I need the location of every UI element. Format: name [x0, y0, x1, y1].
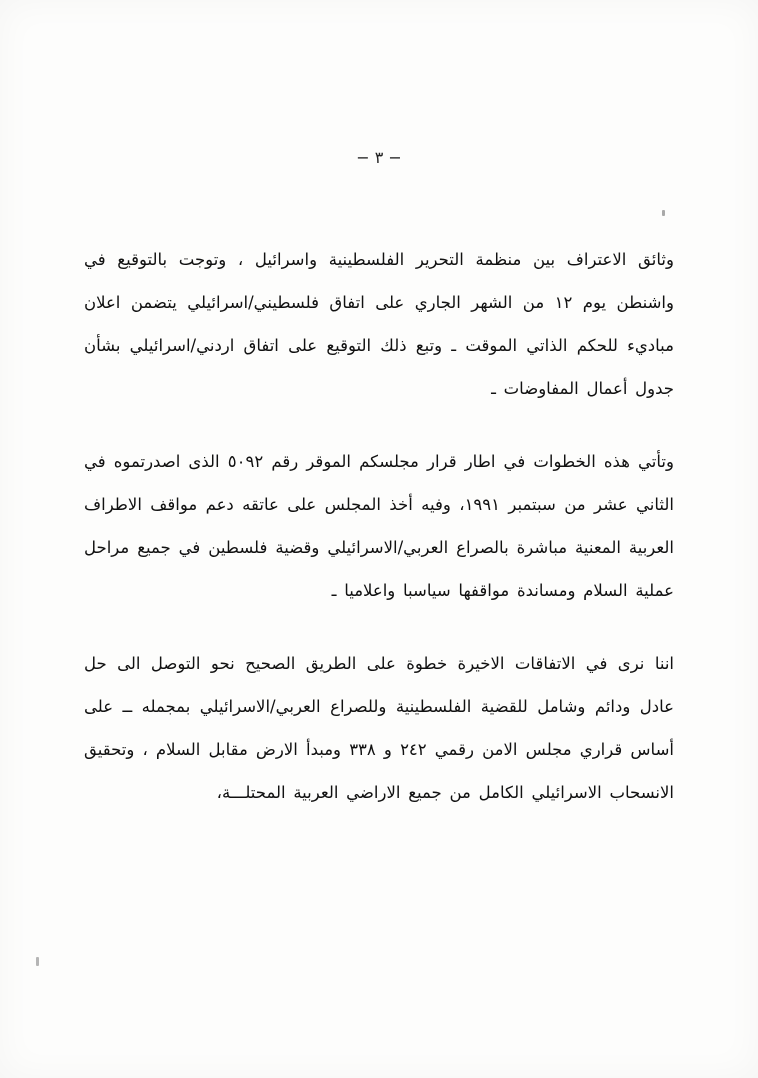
document-body [84, 238, 674, 814]
paragraph: وتأتي هذه الخطوات في اطار قرار مجلسكم الموقر رقم ٥٠٩٢ الذى اصدرتموه في الثاني عشر من سبتمبر ١٩٩١، وفيه أخذ المجلس على عاتقه دعم مواقف الاطراف العربية المعنية مباشرة بالصراع العربي/الاسرائيلي وقضية فلسطين في جميع مراحل عملية السلام ومساندة مواقفها سياسبا واعلاميا ـ [84, 452, 674, 600]
scan-speck [662, 210, 665, 216]
paragraph: وثائق الاعتراف بين منظمة التحرير الفلسطينية واسرائيل ، وتوجت بالتوقيع في واشنطن يوم ١٢ من الشهر الجاري على اتفاق فلسطيني/اسرائيلي يتضمن اعلان مباديء للحكم الذاتي الموقت ـ وتبع ذلك التوقيع على اتفاق اردني/اسرائيلي بشأن جدول أعمال المفاوضات ـ [84, 250, 674, 398]
scan-speck [36, 957, 39, 966]
page-number: − ٣ − [356, 148, 402, 167]
paragraph: اننا نرى في الاتفاقات الاخيرة خطوة على الطريق الصحيح نحو التوصل الى حل عادل ودائم وشامل للقضية الفلسطينية وللصراع العربي/الاسرائيلي بمجمله ــ على أساس قراري مجلس الامن رقمي ٢٤٢ و ٣٣٨ ومبدأ الارض مقابل السلام ، وتحقيق الانسحاب الاسرائيلي الكامل من جميع الاراضي العربية المحتلـــة، [84, 654, 674, 802]
